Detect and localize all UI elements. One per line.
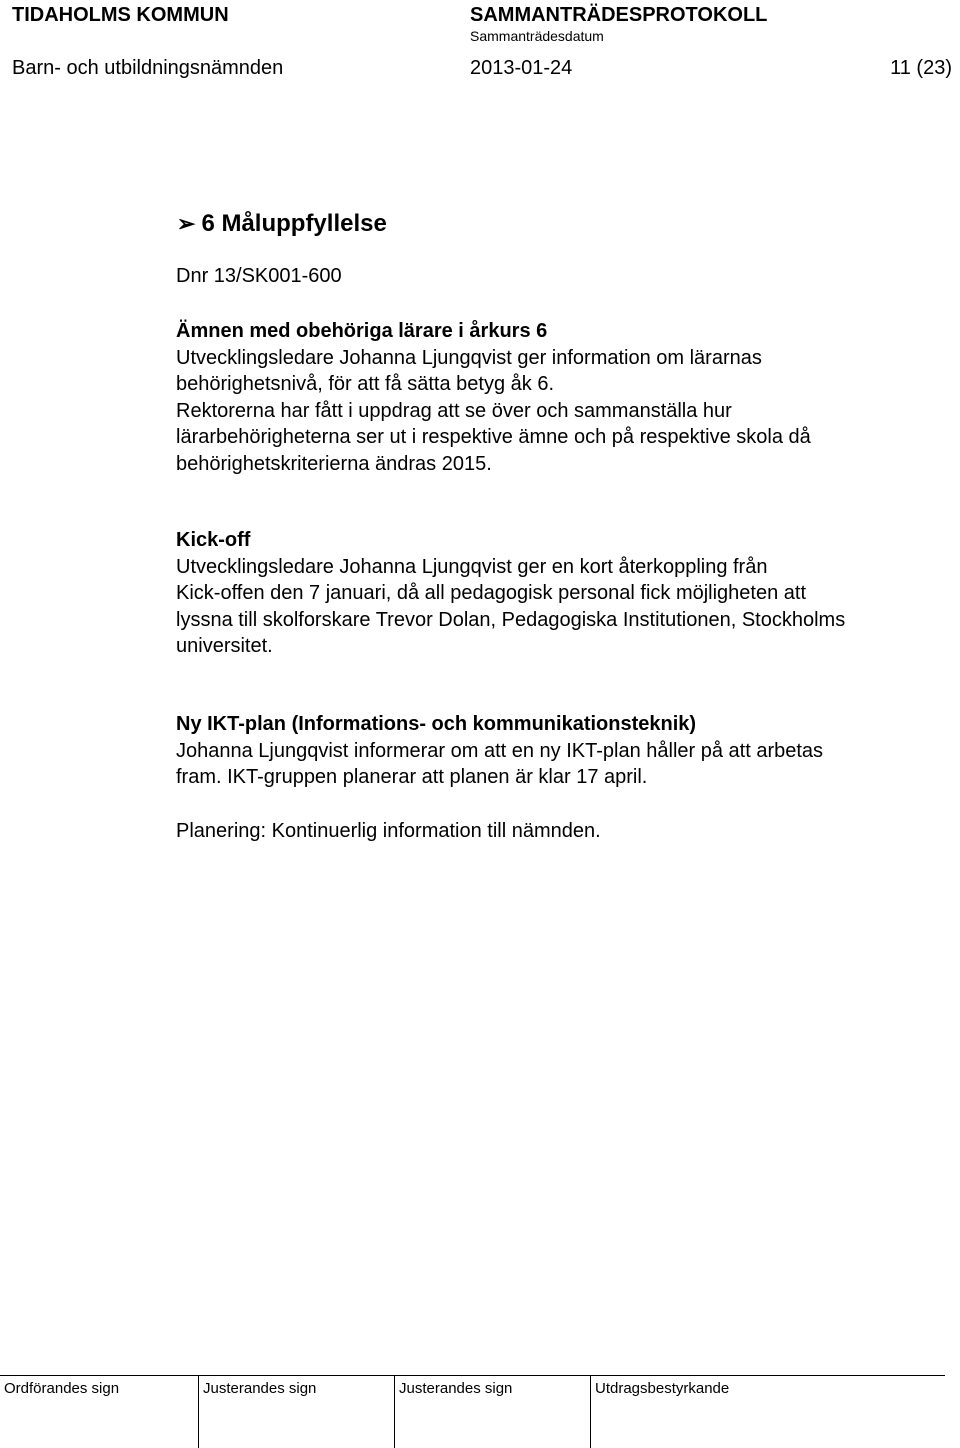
block-teachers xyxy=(176,318,936,477)
block-text: Johanna Ljungqvist informerar om att en ny IKT-plan håller på att arbetas fram. IKT-gruppen planerar att planen är klar 17 april. xyxy=(176,739,824,788)
signature-label: Justerandes sign xyxy=(399,1380,513,1397)
block-heading: Ny IKT-plan (Informations- och kommunikationsteknik) xyxy=(176,713,697,735)
block-text: Utvecklingsledare Johanna Ljungqvist ger information om lärarnas behörighetsnivå, för att få sätta betyg åk 6. Rektorerna har fått i uppdrag att se över och sammanställa hur lärarbehörigheterna ser ut i respektive ämne och på respektive skola då behörighetskriterierna ändras 2015. xyxy=(176,346,811,475)
signature-label: Ordförandes sign xyxy=(4,1380,120,1397)
org-name: TIDAHOLMS KOMMUN xyxy=(12,4,229,26)
document-type: SAMMANTRÄDESPROTOKOLL xyxy=(470,4,768,26)
arrow-bullet-icon: ➢ xyxy=(177,211,196,236)
signature-cell xyxy=(590,1375,945,1448)
block-heading: Kick-off xyxy=(176,529,251,551)
signature-table xyxy=(0,1375,945,1447)
signature-cell xyxy=(394,1375,591,1448)
block-kickoff xyxy=(176,527,936,660)
block-ikt xyxy=(176,711,936,791)
page-number: 11 (23) xyxy=(890,57,952,79)
section-title: 6 Måluppfyllelse xyxy=(201,210,387,237)
diary-number: Dnr 13/SK001-600 xyxy=(176,265,342,287)
signature-label: Justerandes sign xyxy=(203,1380,317,1397)
section-title-row xyxy=(177,210,387,238)
block-heading: Ämnen med obehöriga lärare i årkurs 6 xyxy=(176,320,548,342)
meeting-date: 2013-01-24 xyxy=(470,57,573,79)
board-name: Barn- och utbildningsnämnden xyxy=(12,57,284,79)
block-text: Planering: Kontinuerlig information till nämnden. xyxy=(176,820,601,842)
signature-cell xyxy=(198,1375,395,1448)
block-text: Utvecklingsledare Johanna Ljungqvist ger en kort återkoppling från Kick-offen den 7 januari, då all pedagogisk personal fick möjligheten att lyssna till skolforskare Trevor Dolan, Pedagogiska Institutionen, Stockholms universitet. xyxy=(176,555,846,657)
signature-label: Utdragsbestyrkande xyxy=(595,1380,730,1397)
date-label: Sammanträdesdatum xyxy=(470,28,604,44)
signature-cell xyxy=(0,1375,198,1448)
block-planning xyxy=(176,818,936,845)
